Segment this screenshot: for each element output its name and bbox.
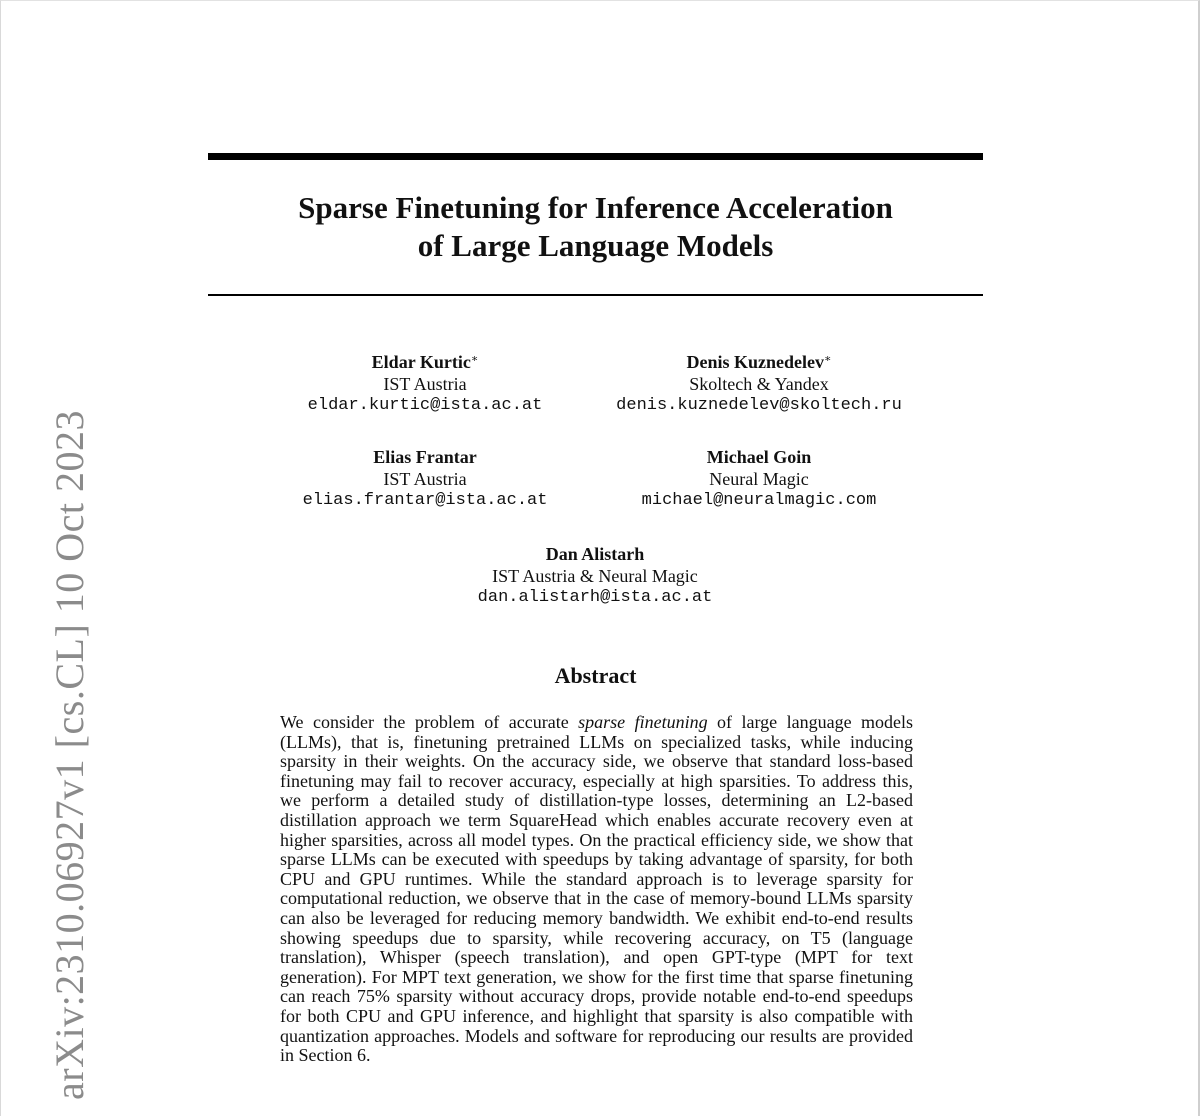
author-name: Dan Alistarh [545, 544, 645, 564]
author-block [549, 446, 969, 512]
author-email[interactable]: dan.alistarh@ista.ac.at [477, 588, 713, 607]
author-email[interactable]: eldar.kurtic@ista.ac.at [307, 396, 543, 415]
author-name: Michael Goin [706, 447, 812, 467]
author-email[interactable]: michael@neuralmagic.com [641, 491, 877, 510]
abstract-body: of large language models (LLMs), that is, finetuning pretrained LLMs on specialized tasks, while inducing sparsity in their weights. On the accuracy side, we observe that standard loss-based finetuning may fail to recover accuracy, especially at high sparsities. To address this, we perform a detailed study of distillation-type losses, determining an L2-based distillation approach we term SquareHead which enables accurate recovery even at higher sparsities, across all model types. On the practical efficiency side, we show that sparse LLMs can be executed with speedups by taking advantage of sparsity, for both CPU and GPU runtimes. While the standard approach is to leverage sparsity for computational reduction, we observe that in the case of memory-bound LLMs sparsity can also be leveraged for reducing memory bandwidth. We exhibit end-to-end results showing speedups due to sparsity, while recovering accuracy, on T5 (language translation), Whisper (speech translation), and open GPT-type (MPT for text generation). For MPT text generation, we show for the first time that sparse finetuning can reach 75% sparsity without accuracy drops, provide notable end-to-end speedups for both CPU and GPU inference, and highlight that sparsity is also compatible with quantization approaches. Models and software for reproducing our results are provided in Section 6. [280, 712, 914, 1066]
author-name: Denis Kuznedelev∗ [686, 352, 832, 372]
author-name: Elias Frantar [373, 447, 477, 467]
arxiv-identifier-stamp: arXiv:2310.06927v1 [cs.CL] 10 Oct 2023 [47, 409, 92, 1100]
author-block [549, 348, 969, 417]
author-affiliation: Neural Magic [709, 469, 809, 489]
author-name: Eldar Kurtic∗ [371, 352, 479, 372]
title-line-1: Sparse Finetuning for Inference Acceleration [298, 190, 893, 225]
author-block [385, 543, 805, 609]
abstract-emphasis: sparse finetuning [578, 712, 708, 732]
equal-contribution-mark: ∗ [824, 353, 832, 365]
author-email[interactable]: elias.frantar@ista.ac.at [302, 491, 548, 510]
abstract-text [280, 713, 913, 1066]
title-line-2: of Large Language Models [417, 228, 774, 263]
author-affiliation: IST Austria [383, 469, 467, 489]
paper-title [208, 189, 983, 265]
abstract-lead: We consider the problem of accurate [280, 712, 579, 732]
author-email[interactable]: denis.kuznedelev@skoltech.ru [616, 396, 902, 415]
author-affiliation: IST Austria [383, 374, 467, 394]
abstract-heading: Abstract [554, 663, 637, 688]
author-affiliation: IST Austria & Neural Magic [492, 566, 698, 586]
title-bottom-rule [208, 294, 983, 296]
equal-contribution-mark: ∗ [470, 353, 479, 365]
author-affiliation: Skoltech & Yandex [689, 374, 829, 394]
title-top-rule [208, 153, 983, 160]
